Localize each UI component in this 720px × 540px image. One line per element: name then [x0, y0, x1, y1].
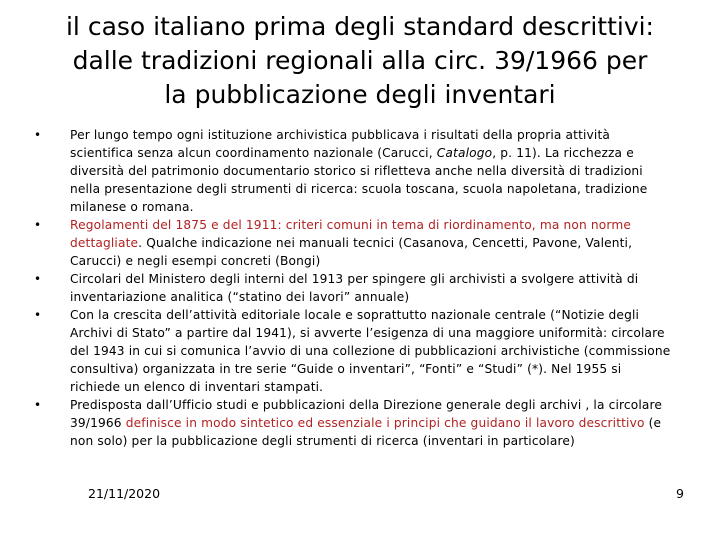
bullet-list — [34, 126, 674, 450]
bullet-item-5 — [34, 396, 674, 450]
footer-date: 21/11/2020 — [88, 486, 161, 501]
slide-title — [40, 10, 680, 112]
bullet-item-3 — [34, 270, 674, 306]
bullet-2-highlight: Regolamenti del 1875 e del 1911: criteri comuni in tema di riordinamento, ma non norme dettagliate — [70, 218, 631, 250]
bullet-4-text: Con la crescita dell’attività editoriale locale e soprattutto nazionale centrale (“Notizie degli Archivi di Stato” a partire dal 1941), si avverte l’esigenza di una maggiore uniformità: circolare del 1943 in cui si comunica l’avvio di una collezione di pubblicazioni archivistiche (commissione consultiva) organizzata in tre serie “Guide o inventari”, “Fonti” e “Studi” (*). Nel 1955 si richiede un elenco di inventari stampati. — [70, 308, 671, 394]
bullet-3-text: Circolari del Ministero degli interni del 1913 per spingere gli archivisti a svolgere attività di inventariazione analitica (“statino dei lavori” annuale) — [70, 272, 639, 304]
bullet-icon: • — [34, 128, 42, 142]
bullet-icon: • — [34, 218, 42, 232]
bullet-5-text-a: Predisposta dall’Ufficio studi e pubblicazioni della Direzione generale degli archivi , la circolare 39/1966 — [70, 398, 663, 430]
bullet-2-text: . Qualche indicazione nei manuali tecnici (Casanova, Cencetti, Pavone, Valenti, Carucci) e negli esempi concreti (Bongi) — [70, 236, 633, 268]
title-line-2: dalle tradizioni regionali alla circ. 39/1966 per — [72, 46, 648, 75]
title-line-1: il caso italiano prima degli standard descrittivi: — [65, 12, 654, 41]
bullet-5-text-b: (e non solo) per la pubblicazione degli strumenti di ricerca (inventari in particolare) — [70, 416, 662, 448]
bullet-1-italic: Catalogo — [436, 146, 493, 160]
bullet-item-4 — [34, 306, 674, 396]
bullet-1-text-a: Per lungo tempo ogni istituzione archivistica pubblicava i risultati della propria attività scientifica senza alcun coordinamento nazionale (Carucci, — [70, 128, 611, 160]
title-line-3: la pubblicazione degli inventari — [164, 80, 556, 109]
bullet-1-text-b: , p. 11). La ricchezza e diversità del patrimonio documentario storico si rifletteva anche nella diversità di tradizioni nella presentazione degli strumenti di ricerca: scuola toscana, scuola napoletana, tradizione milanese o romana. — [70, 146, 648, 214]
bullet-item-2 — [34, 216, 674, 270]
bullet-icon: • — [34, 272, 42, 286]
bullet-5-highlight: definisce in modo sintetico ed essenziale i principi che guidano il lavoro descrittivo — [125, 416, 645, 430]
bullet-item-1 — [34, 126, 674, 216]
page-number: 9 — [676, 486, 684, 501]
bullet-icon: • — [34, 398, 42, 412]
bullet-icon: • — [34, 308, 42, 322]
